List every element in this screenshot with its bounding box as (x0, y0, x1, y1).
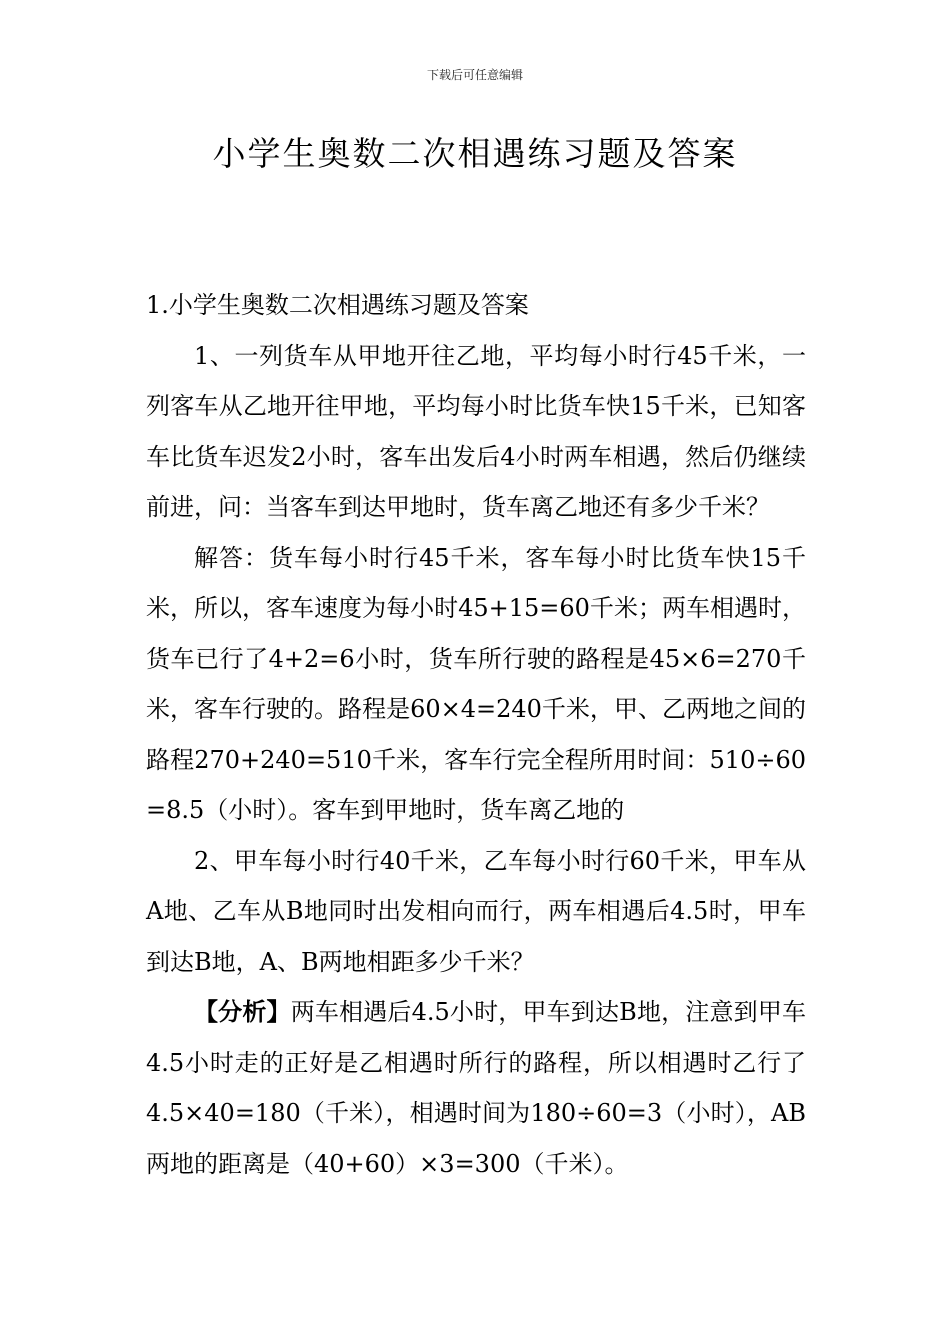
document-body (146, 280, 806, 1189)
document-title: 小学生奥数二次相遇练习题及答案 (212, 134, 738, 173)
analysis-text: 两车相遇后4.5小时，甲车到达B地，注意到甲车4.5小时走的正好是乙相遇时所行的路程，所以相遇时乙行了4.5×40=180（千米），相遇时间为180÷60=3（小时），AB两地的距离是（40+60）×3=300（千米）。 (146, 998, 806, 1178)
section-heading: 1.小学生奥数二次相遇练习题及答案 (146, 291, 529, 319)
problem-1-answer: 解答：货车每小时行45千米，客车每小时比货车快15千米，所以，客车速度为每小时45+15=60千米；两车相遇时，货车已行了4+2=6小时，货车所行驶的路程是45×6=270千米，客车行驶的。路程是60×4=240千米，甲、乙两地之间的路程270+240=510千米，客车行完全程所用时间：510÷60=8.5（小时）。客车到甲地时，货车离乙地的 (146, 543, 806, 824)
problem-1-question: 1、一列货车从甲地开往乙地，平均每小时行45千米，一列客车从乙地开往甲地，平均每小时比货车快15千米，已知客车比货车迟发2小时，客车出发后4小时两车相遇，然后仍继续前进，问：当客车到达甲地时，货车离乙地还有多少千米？ (146, 341, 806, 521)
header-note: 下载后可任意编辑 (426, 68, 523, 82)
problem-2-analysis (146, 987, 806, 1189)
problem-2-question: 2、甲车每小时行40千米，乙车每小时行60千米，甲车从A地、乙车从B地同时出发相向而行，两车相遇后4.5时，甲车到达B地，A、B两地相距多少千米？ (146, 846, 806, 976)
analysis-label: 【分析】 (194, 997, 291, 1026)
